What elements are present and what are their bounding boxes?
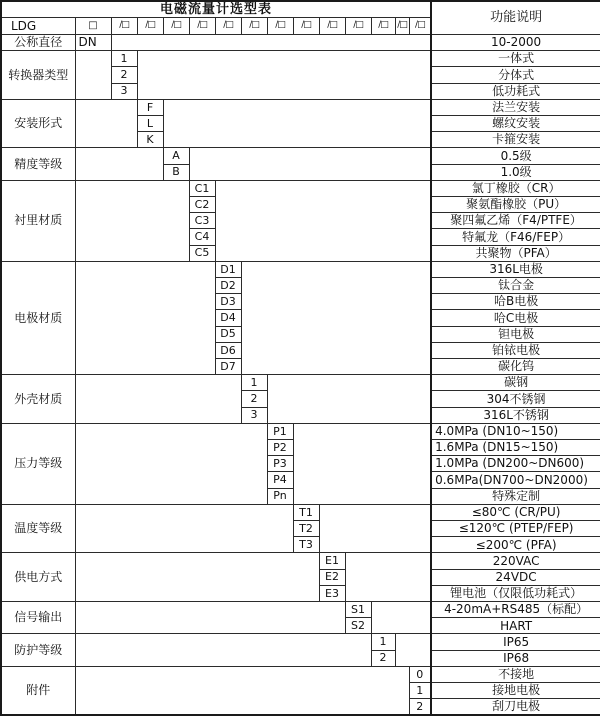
empty-region [75, 261, 215, 374]
diameter-desc: 10-2000 [431, 34, 600, 50]
empty-region [371, 602, 431, 634]
code-cell: T1 [293, 504, 319, 520]
code-cell: Pn [267, 488, 293, 504]
desc-cell: 聚氨酯橡胶（PU） [431, 196, 600, 212]
code-cell: D7 [215, 358, 241, 374]
desc-cell: 316L电极 [431, 261, 600, 277]
code-cell: 2 [371, 650, 395, 666]
desc-cell: 特殊定制 [431, 488, 600, 504]
desc-cell: 4.0MPa (DN10~150) [431, 423, 600, 439]
empty-region [163, 99, 431, 148]
category-label: 电极材质 [1, 261, 75, 374]
code-cell: K [137, 132, 163, 148]
code-slot: /□ [137, 17, 163, 34]
empty-region [215, 180, 431, 261]
empty-region [137, 51, 431, 100]
table-title: 电磁流量计选型表 [1, 1, 431, 17]
function-column-header: 功能说明 [431, 1, 600, 34]
desc-cell: 哈C电极 [431, 310, 600, 326]
desc-cell: HART [431, 618, 600, 634]
code-cell: P3 [267, 456, 293, 472]
empty-region [75, 602, 345, 634]
category-label: 精度等级 [1, 148, 75, 180]
code-slot: /□ [163, 17, 189, 34]
code-cell: D5 [215, 326, 241, 342]
desc-cell: 碳化钨 [431, 358, 600, 374]
code-cell: E1 [319, 553, 345, 569]
code-slot: /□ [189, 17, 215, 34]
category-label: 压力等级 [1, 423, 75, 504]
code-cell: S2 [345, 618, 371, 634]
desc-cell: 24VDC [431, 569, 600, 585]
desc-cell: 氯丁橡胶（CR） [431, 180, 600, 196]
code-slot: /□ [371, 17, 395, 34]
empty-region [111, 34, 431, 50]
code-cell: T2 [293, 521, 319, 537]
code-cell: 2 [409, 699, 431, 715]
code-cell: C2 [189, 196, 215, 212]
code-cell: P2 [267, 439, 293, 455]
desc-cell: 1.0级 [431, 164, 600, 180]
code-cell: E2 [319, 569, 345, 585]
category-label: 外壳材质 [1, 375, 75, 424]
code-cell: 2 [111, 67, 137, 83]
empty-region [75, 423, 267, 504]
code-cell: T3 [293, 537, 319, 553]
empty-region [395, 634, 431, 666]
desc-cell: 分体式 [431, 67, 600, 83]
desc-cell: ≤200℃ (PFA) [431, 537, 600, 553]
code-cell: L [137, 115, 163, 131]
desc-cell: 螺纹安装 [431, 115, 600, 131]
code-cell: E3 [319, 585, 345, 601]
code-slot: /□ [241, 17, 267, 34]
desc-cell: 铂铱电极 [431, 342, 600, 358]
code-slot: /□ [345, 17, 371, 34]
model-prefix: LDG [1, 17, 75, 34]
code-cell: C3 [189, 213, 215, 229]
code-box: □ [75, 17, 111, 34]
desc-cell: 1.0MPa (DN200~DN600) [431, 456, 600, 472]
code-slot: /□ [395, 17, 409, 34]
category-label: 温度等级 [1, 504, 75, 553]
empty-region [293, 423, 431, 504]
code-cell: D6 [215, 342, 241, 358]
desc-cell: 碳钢 [431, 375, 600, 391]
desc-cell: 4-20mA+RS485（标配） [431, 602, 600, 618]
empty-region [345, 553, 431, 602]
desc-cell: 哈B电极 [431, 294, 600, 310]
code-cell: D2 [215, 277, 241, 293]
code-cell: D3 [215, 294, 241, 310]
empty-region [75, 504, 293, 553]
desc-cell: 共聚物（PFA） [431, 245, 600, 261]
code-cell: 3 [241, 407, 267, 423]
code-cell: F [137, 99, 163, 115]
desc-cell: 接地电极 [431, 683, 600, 699]
empty-region [189, 148, 431, 180]
desc-cell: IP65 [431, 634, 600, 650]
code-cell: C4 [189, 229, 215, 245]
code-cell: P1 [267, 423, 293, 439]
desc-cell: 法兰安装 [431, 99, 600, 115]
code-cell: 3 [111, 83, 137, 99]
desc-cell: 不接地 [431, 666, 600, 682]
desc-cell: 特氟龙（F46/FEP） [431, 229, 600, 245]
empty-region [75, 666, 409, 715]
code-cell: 1 [241, 375, 267, 391]
desc-cell: 聚四氟乙烯（F4/PTFE） [431, 213, 600, 229]
desc-cell: 低功耗式 [431, 83, 600, 99]
desc-cell: 316L不锈钢 [431, 407, 600, 423]
category-label: 供电方式 [1, 553, 75, 602]
code-cell: B [163, 164, 189, 180]
desc-cell: 刮刀电极 [431, 699, 600, 715]
desc-cell: 一体式 [431, 51, 600, 67]
empty-region [75, 634, 371, 666]
desc-cell: 220VAC [431, 553, 600, 569]
code-cell: 1 [409, 683, 431, 699]
empty-region [75, 553, 319, 602]
code-slot: /□ [215, 17, 241, 34]
category-label: 附件 [1, 666, 75, 715]
category-label: 衬里材质 [1, 180, 75, 261]
desc-cell: 0.6MPa(DN700~DN2000) [431, 472, 600, 488]
empty-region [75, 375, 241, 424]
code-slot: /□ [319, 17, 345, 34]
desc-cell: ≤120℃ (PTEP/FEP) [431, 521, 600, 537]
empty-region [75, 99, 137, 148]
desc-cell: 钛合金 [431, 277, 600, 293]
code-cell: P4 [267, 472, 293, 488]
empty-region [75, 51, 111, 100]
diameter-code: DN [75, 34, 111, 50]
desc-cell: ≤80℃ (CR/PU) [431, 504, 600, 520]
category-label: 防护等级 [1, 634, 75, 666]
empty-region [75, 148, 163, 180]
desc-cell: 卡箍安装 [431, 132, 600, 148]
category-label: 转换器类型 [1, 51, 75, 100]
code-cell: C5 [189, 245, 215, 261]
empty-region [241, 261, 431, 374]
desc-cell: 0.5级 [431, 148, 600, 164]
code-cell: C1 [189, 180, 215, 196]
desc-cell: 304不锈钢 [431, 391, 600, 407]
category-diameter: 公称直径 [1, 34, 75, 50]
desc-cell: 锂电池（仅限低功耗式） [431, 585, 600, 601]
empty-region [267, 375, 431, 424]
code-cell: S1 [345, 602, 371, 618]
code-cell: A [163, 148, 189, 164]
code-cell: 0 [409, 666, 431, 682]
code-cell: D4 [215, 310, 241, 326]
code-cell: D1 [215, 261, 241, 277]
code-cell: 1 [111, 51, 137, 67]
desc-cell: 钽电极 [431, 326, 600, 342]
code-slot: /□ [267, 17, 293, 34]
category-label: 信号输出 [1, 602, 75, 634]
category-label: 安装形式 [1, 99, 75, 148]
code-cell: 2 [241, 391, 267, 407]
code-cell: 1 [371, 634, 395, 650]
empty-region [75, 180, 189, 261]
desc-cell: 1.6MPa (DN15~150) [431, 439, 600, 455]
code-slot: /□ [293, 17, 319, 34]
code-slot: /□ [409, 17, 431, 34]
code-slot: /□ [111, 17, 137, 34]
desc-cell: IP68 [431, 650, 600, 666]
empty-region [319, 504, 431, 553]
